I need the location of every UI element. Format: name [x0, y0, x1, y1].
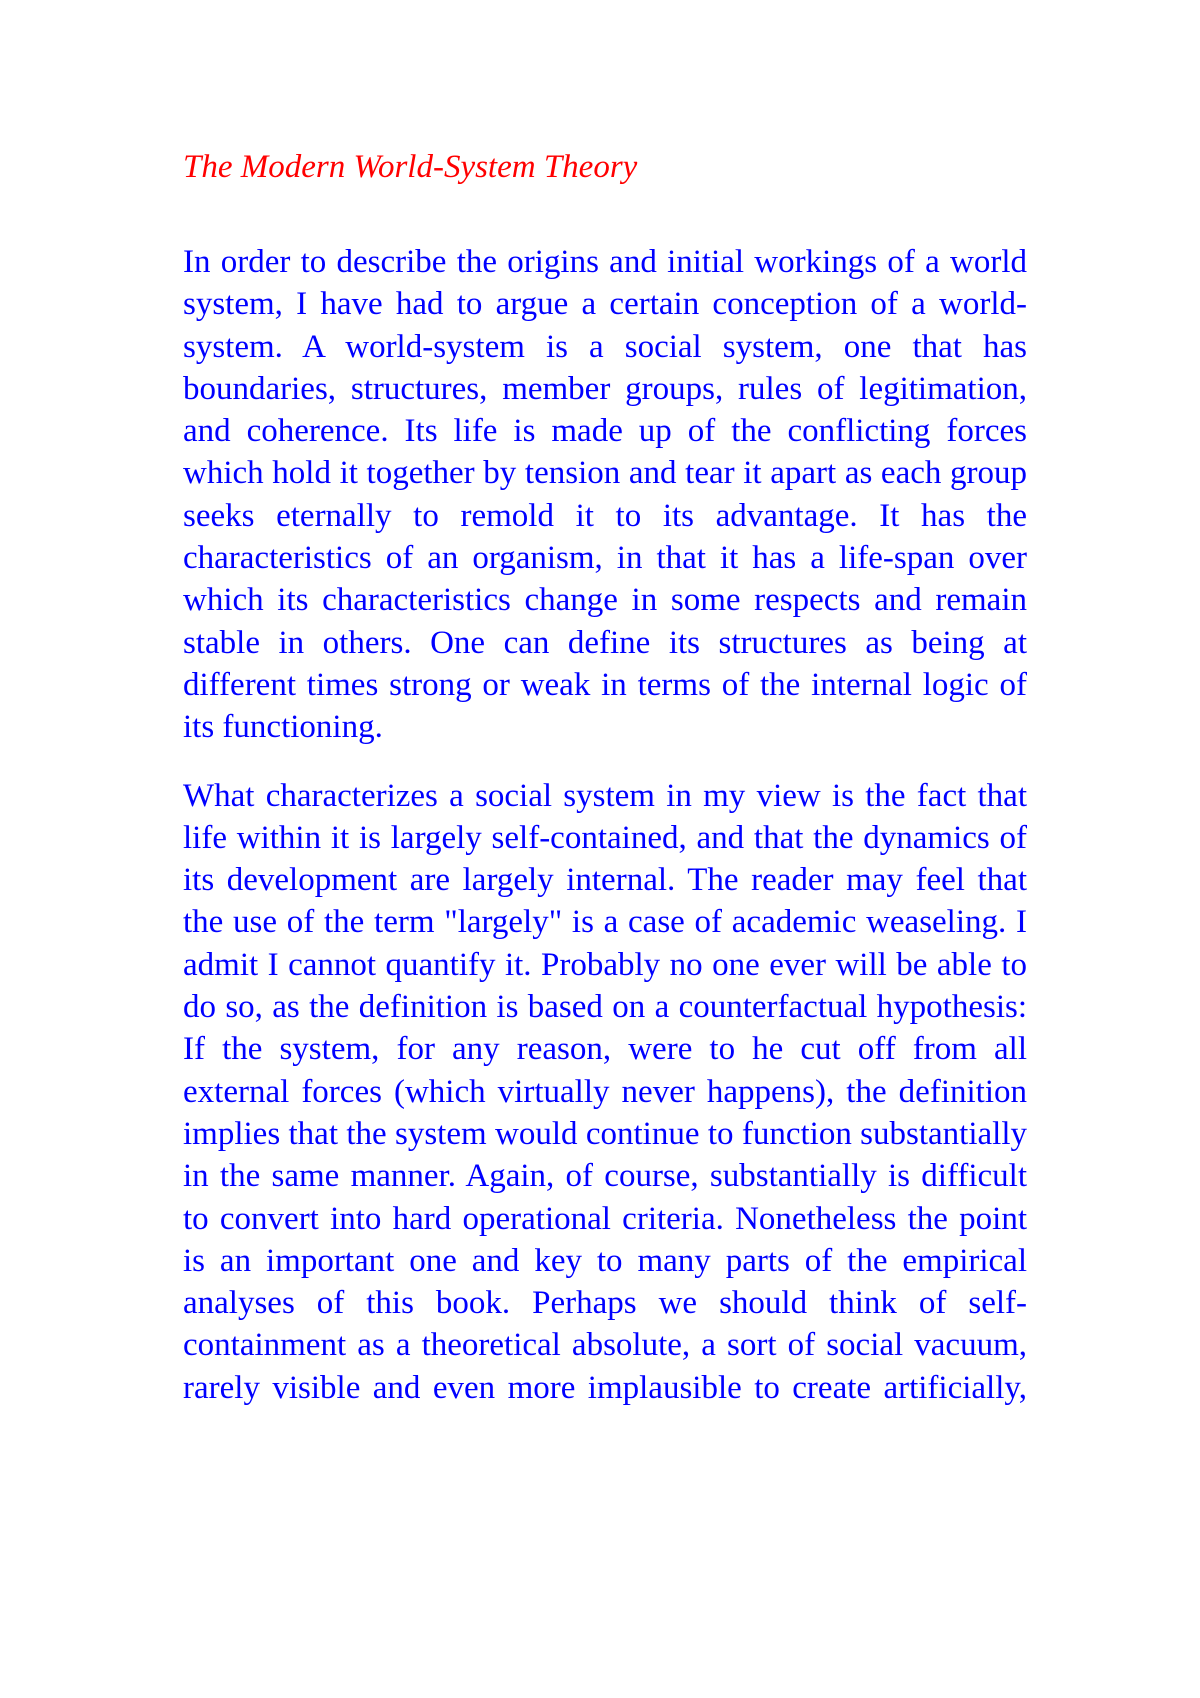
- paragraph-2: What characterizes a social system in my view is the fact that life within it is largely self-contained, and that the dynamics of its development are largely internal. The reader may feel that the use of the term "largely" is a case of academic weaseling. I admit I cannot quantify it. Probably no one ever will be able to do so, as the definition is based on a counterfactual hypothesis: If the system, for any reason, were to he cut off from all external forces (which virtually never happens), the definition implies that the system would continue to function substantially in the same manner. Again, of course, substantially is difficult to convert into hard operational criteria. Nonetheless the point is an important one and key to many parts of the empirical analyses of this book. Perhaps we should think of self-containment as a theoretical absolute, a sort of social vacuum, rarely visible and even more implausible to create artificially,: [183, 777, 1027, 1406]
- document-title: The Modern World-System Theory: [183, 149, 638, 185]
- document-content: [183, 146, 1027, 1435]
- paragraph-1: In order to describe the origins and initial workings of a world system, I have had to argue a certain conception of a world-system. A world-system is a social system, one that has boundaries, structures, member groups, rules of legitimation, and coherence. Its life is made up of the conflicting forces which hold it together by tension and tear it apart as each group seeks eternally to remold it to its advantage. It has the characteristics of an organism, in that it has a life-span over which its characteristics change in some respects and remain stable in others. One can define its structures as being at different times strong or weak in terms of the internal logic of its functioning.: [183, 244, 1027, 746]
